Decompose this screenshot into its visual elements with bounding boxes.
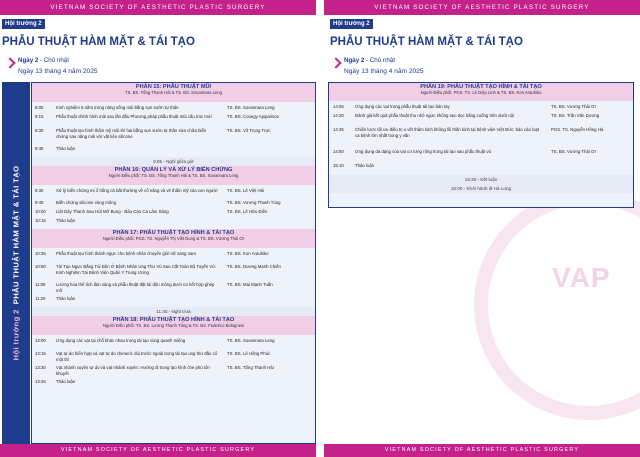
talk-speaker: TS. BS. Lê Hữu Điền (227, 209, 268, 214)
session-moderators: Người Điều phối: PGS. TS. Nguyễn Thị Việt Dung & TS. BS. Vương Thái Ơr (102, 236, 245, 241)
talk-row (32, 187, 315, 199)
session-moderators: Người Điều phối: TS. BS. Tống Thanh Hải & TS. BS. Sovannara Leng (108, 173, 239, 178)
talk-speaker: TS. BS. Kon Arauhiko (227, 251, 269, 256)
session-title: PHẦN 16: QUẢN LÝ VÀ XỬ LÝ BIẾN CHỨNG (114, 167, 233, 173)
talk-title: Đánh giá kết quả phẫu thuật thu nhỏ ngực không sẹo dọc bằng cuống trên dưới nội (355, 113, 515, 118)
day-name: - Chủ nhật (366, 57, 395, 64)
talk-title: Xử lý biến chứng mí ổ hồng cả bất thường về cổ năng và vẻ thẩm mỹ của con người (56, 188, 218, 193)
day-label: Ngày 2 (18, 57, 39, 64)
society-header: VIETNAM SOCIETY OF AESTHETIC PLASTIC SURGERY (0, 0, 316, 15)
talk-row (32, 364, 315, 378)
session-title: PHẦN 17: PHẪU THUẬT TẠO HÌNH & TÁI TẠO (112, 230, 235, 236)
session-header (32, 83, 315, 102)
society-footer: VIETNAM SOCIETY OF AESTHETIC PLASTIC SURGERY (0, 444, 316, 457)
talk-title: Kinh nghiệm 6 năm trong nâng sống mũi bằng sụn sườn tự thân (56, 105, 179, 110)
talk-title: Biến chứng silicone vùng mông (56, 200, 116, 205)
talk-title: Vạt nhánh xuyên tự do và vạt nhánh xuyên: Hướng đi trong tạo hình che phủ tổn khuyết (56, 365, 210, 376)
talk-title: Phẫu thuật tạo hình thành ngực cho bệnh nhân chuyển giới nữ sang nam (56, 251, 196, 256)
talk-time: 8:00 (35, 105, 44, 110)
session-moderators: Người Điều phối: PGS. TS. Lê Diệp Linh & TS. BS. Kon Arauhiko (420, 90, 542, 95)
page-title: PHẪU THUẬT HÀM MẶT & TÁI TẠO (2, 36, 195, 48)
day-label-row (344, 57, 395, 64)
talk-title: Liệt Dây Thanh Sau Hút Mỡ Bụng - Báo Cáo Ca Lâm Sàng (56, 209, 169, 214)
talk-title: Vạt tự do hiển hợp và vạt tự do chimeric dùi trước ngoài trong tái tạo ung thư đầu cổ một thì (56, 351, 218, 362)
society-header: VIETNAM SOCIETY OF AESTHETIC PLASTIC SURGERY (324, 0, 640, 15)
session-title: PHẦN 18: PHẪU THUẬT TẠO HÌNH & TÁI TẠO (112, 317, 235, 323)
talk-speaker: TS. BS. Vương Thái Ơr (551, 149, 597, 154)
break-row: 9:05 - Nghỉ giữa giờ (32, 157, 315, 166)
talk-time: 10:35 (35, 251, 46, 256)
talk-time: 8:30 (35, 128, 44, 133)
day-name: - Chủ nhật (40, 57, 69, 64)
talk-speaker: TS. BS. Vương Thanh Tùng (227, 200, 281, 205)
talk-speaker: TS. BS. Dương Mạnh Chiến (227, 264, 281, 269)
talk-time: 15:10 (333, 163, 344, 168)
talk-row (32, 281, 315, 295)
date-label: Ngày 13 tháng 4 năm 2025 (344, 68, 424, 75)
chevron-right-icon (4, 57, 15, 68)
talk-row (32, 113, 315, 127)
talk-time: 8:45 (35, 146, 44, 151)
talk-time: 11:05 (35, 282, 46, 287)
session-header (32, 229, 315, 248)
talk-title: Thảo luận (355, 163, 375, 168)
session-title: PHẦN 15: PHẪU THUẬT MŨI (135, 84, 212, 90)
talk-row (32, 208, 315, 217)
day-label-row (18, 57, 69, 64)
talk-row (32, 250, 315, 263)
talk-time: 10:00 (35, 209, 46, 214)
chevron-right-icon (330, 57, 341, 68)
talk-row (32, 263, 315, 281)
session-moderators: Người Điều phối: TS. BS. Lương Thanh Tùng & TS. BS. Federico Bolognesi (102, 323, 245, 328)
talk-speaker: TS. BS. Sovannara Leng (227, 105, 275, 110)
talk-row (329, 126, 633, 148)
talk-speaker: TS. BS. Trần Văn Dương (551, 113, 600, 118)
watermark-seal (474, 190, 640, 420)
talk-title: Ứng dụng các vạt trong phẫu thuật tái tạo bàn tay (355, 104, 450, 109)
talk-title: Thảo luận (56, 218, 76, 223)
talk-time: 9:45 (35, 200, 44, 205)
talk-row (32, 199, 315, 208)
society-footer: VIETNAM SOCIETY OF AESTHETIC PLASTIC SURGERY (324, 444, 640, 457)
talk-time: 8:15 (35, 114, 44, 119)
talk-speaker: PGS. TS. Nguyễn Hồng Hà (551, 127, 604, 132)
talk-title: Chiến lược tối ưu điều trị u vết thâm kinh không lồi thần kinh tại bệnh viện Việt Đức: báo cáo loạt ca bệnh lớn nhất trong y văn (355, 127, 540, 138)
vertical-band-text (12, 166, 21, 361)
talk-time: 14:20 (333, 113, 344, 118)
talk-time: 10:15 (35, 218, 46, 223)
talk-row (32, 104, 315, 113)
talk-row (32, 378, 315, 387)
session-header (32, 316, 315, 335)
schedule-table (31, 82, 316, 444)
talk-time: 11:20 (35, 296, 46, 301)
room-badge: Hội trường 2 (330, 19, 373, 29)
talk-speaker: TS. BS. Lê Hồng Phúc (227, 351, 271, 356)
talk-time: 13:45 (35, 379, 46, 384)
talk-title: Thảo luận (56, 146, 76, 151)
talk-time: 10:50 (35, 264, 46, 269)
vertical-room-label: Hội trường 2 (11, 309, 21, 361)
talk-time: 14:35 (333, 127, 344, 132)
program-page-right (324, 0, 640, 457)
talk-speaker: TS. BS. Vương Thái Ơr (551, 104, 597, 109)
talk-row (32, 217, 315, 226)
talk-row (32, 145, 315, 154)
talk-row (329, 112, 633, 126)
page-title: PHẪU THUẬT HÀM MẶT & TÁI TẠO (330, 36, 523, 48)
talk-time: 9:30 (35, 188, 44, 193)
talk-title: Tái Tạo Ngực Bằng Túi Độn Ở Bệnh Nhân Ung Thư Vú Sau Cắt Toàn Bộ Tuyến Vú: Kinh Nghiệm Tại Bệnh Viện Quân Y Trung Ương (56, 264, 216, 275)
talk-row (329, 148, 633, 162)
talk-title: Thảo luận (56, 379, 76, 384)
talk-time: 13:00 (35, 338, 46, 343)
room-badge: Hội trường 2 (2, 19, 45, 29)
talk-title: Phẫu thuật tạo hình thẩm mỹ mũi thì hai bằng sụn sườn tự thân sửa chữa biến chứng sau nâng mũi với vật liệu silicone (56, 128, 207, 139)
date-label: Ngày 13 tháng 4 năm 2025 (18, 68, 98, 75)
program-page-left (0, 0, 316, 457)
talk-row (32, 295, 315, 304)
session-header (329, 83, 633, 101)
talk-title: Ứng dụng các vạt tại chỗ khác nhau trong tái tạo vùng quanh miệng (56, 338, 186, 343)
talk-time: 13:30 (35, 365, 46, 370)
talk-title: Thảo luận (56, 296, 76, 301)
talk-row (32, 127, 315, 145)
talk-title: Ứng dụng da dạng của vạt cơ lưng rộng trong tái tạo sau phẫu thuật vú (355, 149, 491, 154)
talk-speaker: TS. BS. Tống Thanh Hải (227, 365, 274, 370)
talk-speaker: TS. BS. Lê Việt Hải (227, 188, 264, 193)
talk-row (329, 103, 633, 112)
session-header (32, 166, 315, 185)
talk-speaker: TS. BS. Sovannara Leng (227, 338, 275, 343)
talk-speaker: TS. BS. Mai Mạnh Tuấn (227, 282, 273, 287)
session-title: PHẦN 19: PHẪU THUẬT TẠO HÌNH & TÁI TẠO (420, 84, 542, 90)
talk-row (32, 350, 315, 364)
talk-speaker: TS. BS. Cooegy Apiparisov (227, 114, 279, 119)
vertical-title: PHẪU THUẬT HÀM MẶT & TÁI TẠO (11, 165, 21, 305)
talk-time: 14:05 (333, 104, 344, 109)
break-row: 15:30 - Kết luận (329, 175, 633, 184)
break-row: 11:40 - Nghỉ trưa (32, 307, 315, 316)
talk-title: Phẫu thuật chỉnh hình mũi sau lần đầu Phương pháp phẫu thuật mũi cấu trúc mới (56, 114, 212, 119)
talk-time: 13:15 (35, 351, 46, 356)
schedule-table (328, 82, 634, 208)
talk-title: Lượng hóa thể tích lâm sàng và phẫu thuật đặt túi độn mông dưới cơ kết hợp ghép mỡ (56, 282, 215, 293)
break-row: 16:00 - Khởi hành đi Hà Long (329, 184, 633, 193)
talk-row (32, 337, 315, 350)
talk-row (329, 162, 633, 172)
vertical-session-band (2, 82, 30, 444)
talk-time: 14:50 (333, 149, 344, 154)
talk-speaker: TS. BS. Võ Trọng Trực (227, 128, 271, 133)
watermark-logo-text: VAP (552, 262, 611, 293)
day-label: Ngày 2 (344, 57, 365, 64)
session-moderators: TS. BS. Tống Thanh Hải & TS. BS. Sovannara Leng (125, 90, 222, 95)
